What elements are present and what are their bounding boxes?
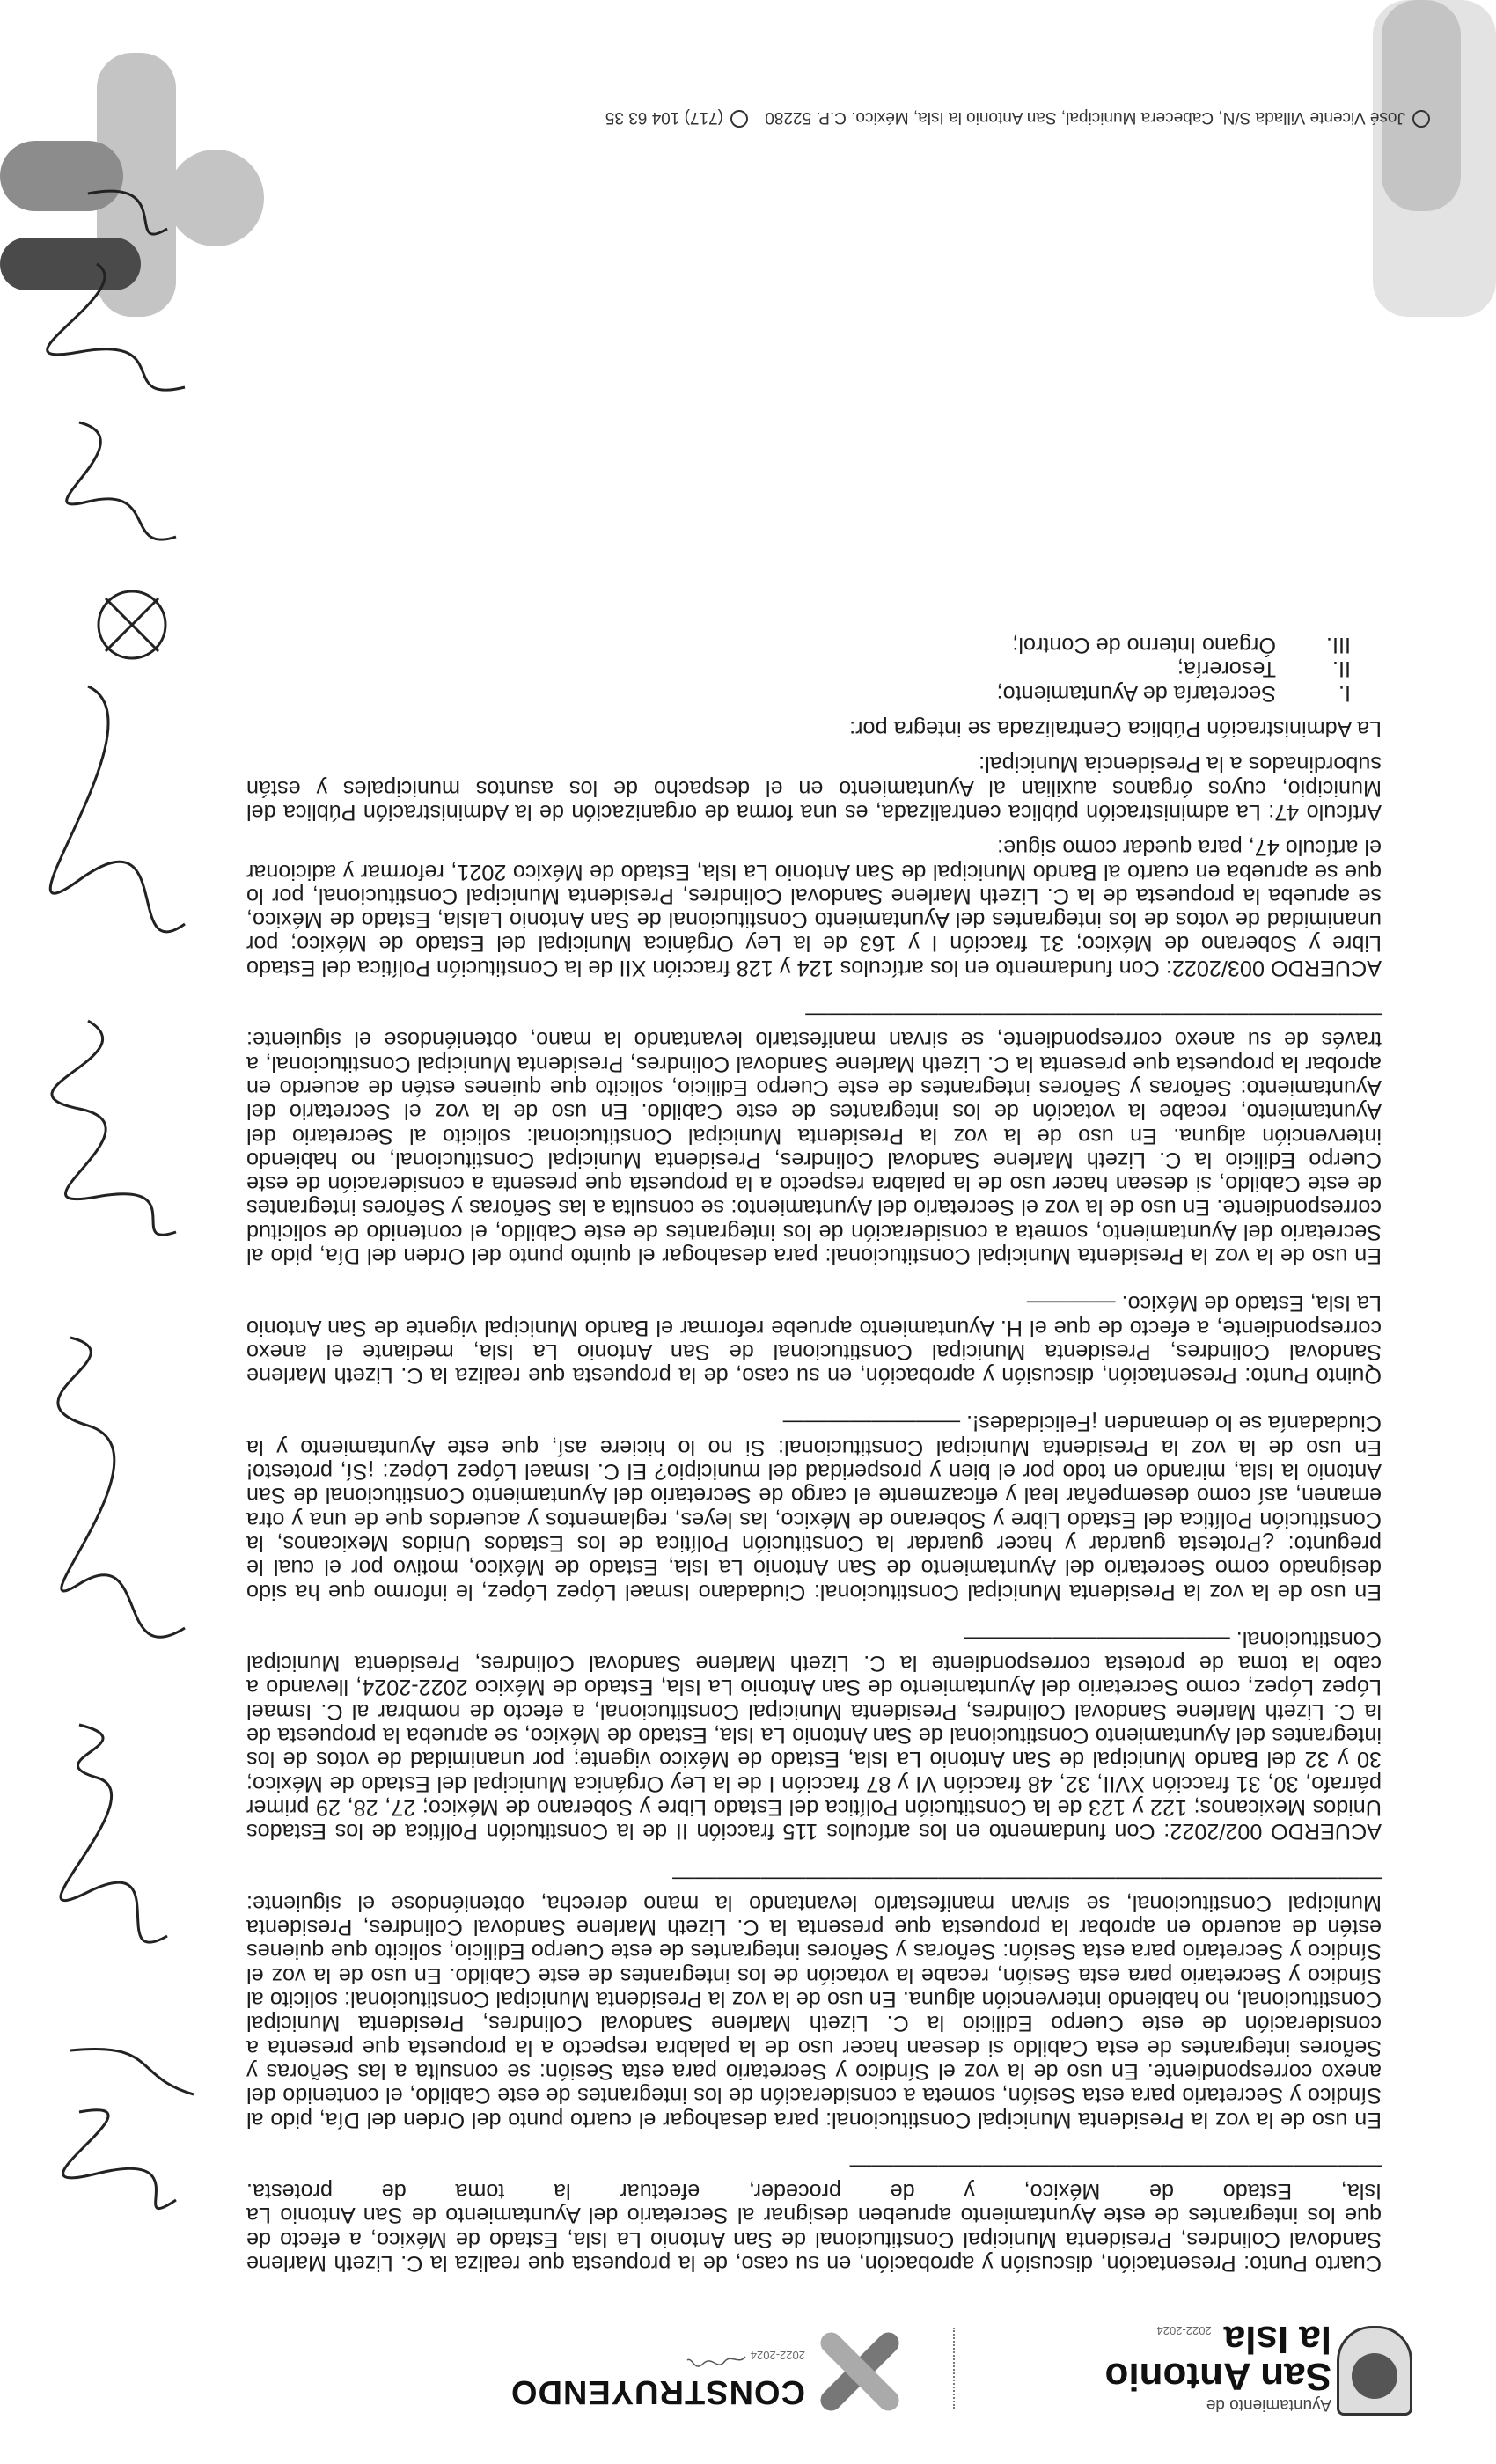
header-title-line2: la Isla — [1223, 2318, 1331, 2361]
list — [246, 633, 1351, 705]
paragraph: Quinto Punto: Presentación, discusión y aprobación, en su caso, de la propuesta que realiza la C. Lizeth Marlene Sandoval Colindres, Presidenta Municipal Constitucional de San Antonio La Isla, mediante el anexo correspondiente, a efecto de que el H. Ayuntamiento apruebe reformar el Bando Municipal vigente de San Antonio La Isla, Estado de México. ———— — [246, 1291, 1382, 1389]
paragraph: En uso de la voz la Presidenta Municipal Constitucional: para desahogar el quinto punto del Orden del Día, pido al Secretario del Ayuntamiento, someta a consideración de los integrantes de este Cabildo, el contenido de solicitud correspondiente. En uso de la voz el Secretario del Ayuntamiento: se consulta a las Señoras y Señores integrantes de este Cabildo, si desean hacer uso de la palabra respecto a la propuesta que presenta a consideración de este Cuerpo Edilicio la C. Lizeth Marlene Sandoval Colindres, Presidenta Municipal Constitucional, no habiendo intervención alguna. En uso de la voz la Presidenta Municipal Constitucional: solicito al Secretario del Ayuntamiento, recabe la votación de los integrantes de este Cabildo. En uso de la voz el Secretario del Ayuntamiento: Señoras y Señores integrantes de este Cuerpo Edilicio, solicito que quienes estén de acuerdo en aprobar la propuesta que presenta la C. Lizeth Marlene Sandoval Colindres, Presidenta Municipal Constitucional, a través de su anexo correspondiente, se sirvan manifestarlo levantando la mano, obteniéndose el siguiente: —————————————————————————— — [246, 1003, 1382, 1269]
list-number: II. — [1332, 656, 1351, 682]
paragraph: La Administración Pública Centralizada se integra por: — [849, 716, 1382, 742]
phone-icon — [730, 110, 748, 128]
footer-address: José Vicente Villada S/N, Cabecera Municipal, San Antonio la Isla, México. C.P. 52280 — [765, 108, 1405, 127]
list-number: I. — [1338, 680, 1351, 706]
list-text: Secretaría de Ayuntamiento; — [996, 680, 1276, 706]
list-item — [246, 656, 1351, 680]
location-icon — [1412, 110, 1430, 128]
letterhead — [198, 2319, 1412, 2416]
paragraph: Cuarto Punto: Presentación, discusión y aprobación, en su caso, de la propuesta que realiza la C. Lizeth Marlene Sandoval Colindres, Presidenta Municipal Constitucional de San Antonio La Isla, Estado de México, a efecto de que los integrantes de este Ayuntamiento aprueben designar al Secretario del Ayuntamiento de San Antonio La Isla, Estado de México, y de proceder, efectuar la toma de protesta. ———————————————————————— — [246, 2154, 1382, 2276]
paragraph: ACUERDO 002/2022: Con fundamento en los artículos 115 fracción II de la Constitución Política de los Estados Unidos Mexicanos; 122 y 123 de la Constitución Política del Estado Libre y Soberano de México; 27, 28, 29 primer párrafo, 30, 31 fracción XVII, 32, 48 fracción VI y 87 fracción I de la Ley Orgánica Municipal del Estado de México; 30 y 32 del Bando Municipal de San Antonio La Isla, Estado de México vigente; por unanimidad de votos de los integrantes del Ayuntamiento Constitucional de San Antonio La Isla, Estado de México, se aprueba la propuesta de la C. Lizeth Marlene Sandoval Colindres, Presidenta Municipal Constitucional, a efecto de nombrar al C. Ismael López López, como Secretario del Ayuntamiento de San Antonio La Isla, Estado de México 2022-2024, llevando a cabo la toma de protesta correspondiente la C. Lizeth Marlene Sandoval Colindres, Presidenta Municipal Constitucional. ———————————— — [246, 1626, 1382, 1844]
header-divider — [951, 2328, 955, 2409]
decor-shape — [1382, 0, 1461, 211]
slogan-period: 2022-2024 — [750, 2349, 805, 2362]
header-title-line1: San Antonio — [1104, 2355, 1331, 2398]
municipal-seal-icon — [1337, 2326, 1412, 2416]
list-item — [246, 633, 1351, 656]
paragraph: ACUERDO 003/2022: Con fundamento en los artículos 124 y 128 fracción XII de la Constitución Política del Estado Libre y Soberano de México; 31 fracción I y 163 de la Ley Orgánica Municipal del Estado de México; por unanimidad de votos de los integrantes del Ayuntamiento Constitucional de San Antonio LaIsla, Estado de México, se aprueba la propuesta de la C. Lizeth Marlene Sandoval Colindres, Presidenta Municipal Constitucional, por lo que se aprueba en cuarto al Bando Municipal de San Antonio La Isla, Estado de México 2021, reformar y adicionar el artículo 47, para quedar como sigue: — [246, 835, 1382, 980]
footer — [605, 107, 1430, 128]
footer-phone: (717) 104 63 35 — [605, 108, 723, 127]
signature-column — [35, 0, 229, 2464]
construyendo-x-icon — [818, 2328, 902, 2416]
slogan-signature-icon — [686, 2351, 747, 2367]
handwritten-signatures — [35, 0, 229, 2464]
slogan-title: CONSTRUYENDO — [510, 2373, 805, 2410]
paragraph: Artículo 47: La administración pública centralizada, es una forma de organización de la Administración Pública del Municipio, cuyos órganos auxilian al Ayuntamiento en el despacho de los asuntos municipales y están subordinados a la Presidencia Municipal: — [246, 752, 1382, 825]
list-item — [246, 680, 1351, 704]
header-label: Ayuntamiento de — [1206, 2395, 1331, 2414]
paragraph: En uso de la voz la Presidenta Municipal Constitucional: para desahogar el cuarto punto del Orden del Día, pido al Síndico y Secretario para esta Sesión, someta a consideración de los integrantes de este Cabildo, el contenido del anexo correspondiente. En uso de la voz el Síndico y Secretario para esta Sesión: se consulta a las Señoras y Señores integrantes de esta Cabildo si desean hacer uso de la palabra respecto a la propuesta que presenta a consideración de este Cuerpo Edilicio la C. Lizeth Marlene Sandoval Colindres, Presidenta Municipal Constitucional, no habiendo intervención alguna. En uso de la voz la Presidenta Municipal Constitucional: solicito al Síndico y Secretario para esta Sesión, recabe la votación de los integrantes de este Cabildo. En uso de la voz el Síndico y Secretario para esta Sesión: Señoras y Señores integrantes de este Cuerpo Edilicio, solicito que quienes estén de acuerdo en aprobar la propuesta que presenta la C. Lizeth Marlene Sandoval Colindres, Presidenta Municipal Constitucional, se sirvan manifestarlo levantando la mano derecha, obteniéndose el siguiente: ———————————————————————————————— — [246, 1866, 1382, 2132]
paragraph: En uso de la voz la Presidenta Municipal Constitucional: Ciudadano Ismael López López, le informo que ha sido designado como Secretario del Ayuntamiento de San Antonio La Isla, Estado de México, motivo por el cual le pregunto: ¿Protesta guardar y hacer guardar la Constitución Política de los Estados Unidos Mexicanos, la Constitución Política del Estado Libre y Soberano de México, las leyes, reglamentos y acuerdos que de una y otra emanen, así como desempeñar leal y eficazmente el cargo de Secretario del Ayuntamiento Constitucional de San Antonio la Isla, mirando en todo por el bien y prosperidad del municipio? El C. Ismael López López: ¡Sí, protesto! En uso de la voz la Presidenta Municipal Constitucional: Si no lo hiciere así, que este Ayuntamiento y la Ciudadanía se lo demanden ¡Felicidades!. ———————— — [246, 1411, 1382, 1604]
list-text: Órgano Interno de Control; — [1012, 633, 1276, 658]
minutes-body — [246, 633, 1382, 2275]
header-period: 2022-2024 — [1156, 2324, 1212, 2337]
list-number: III. — [1326, 633, 1351, 658]
list-text: Tesorería; — [1177, 656, 1276, 682]
